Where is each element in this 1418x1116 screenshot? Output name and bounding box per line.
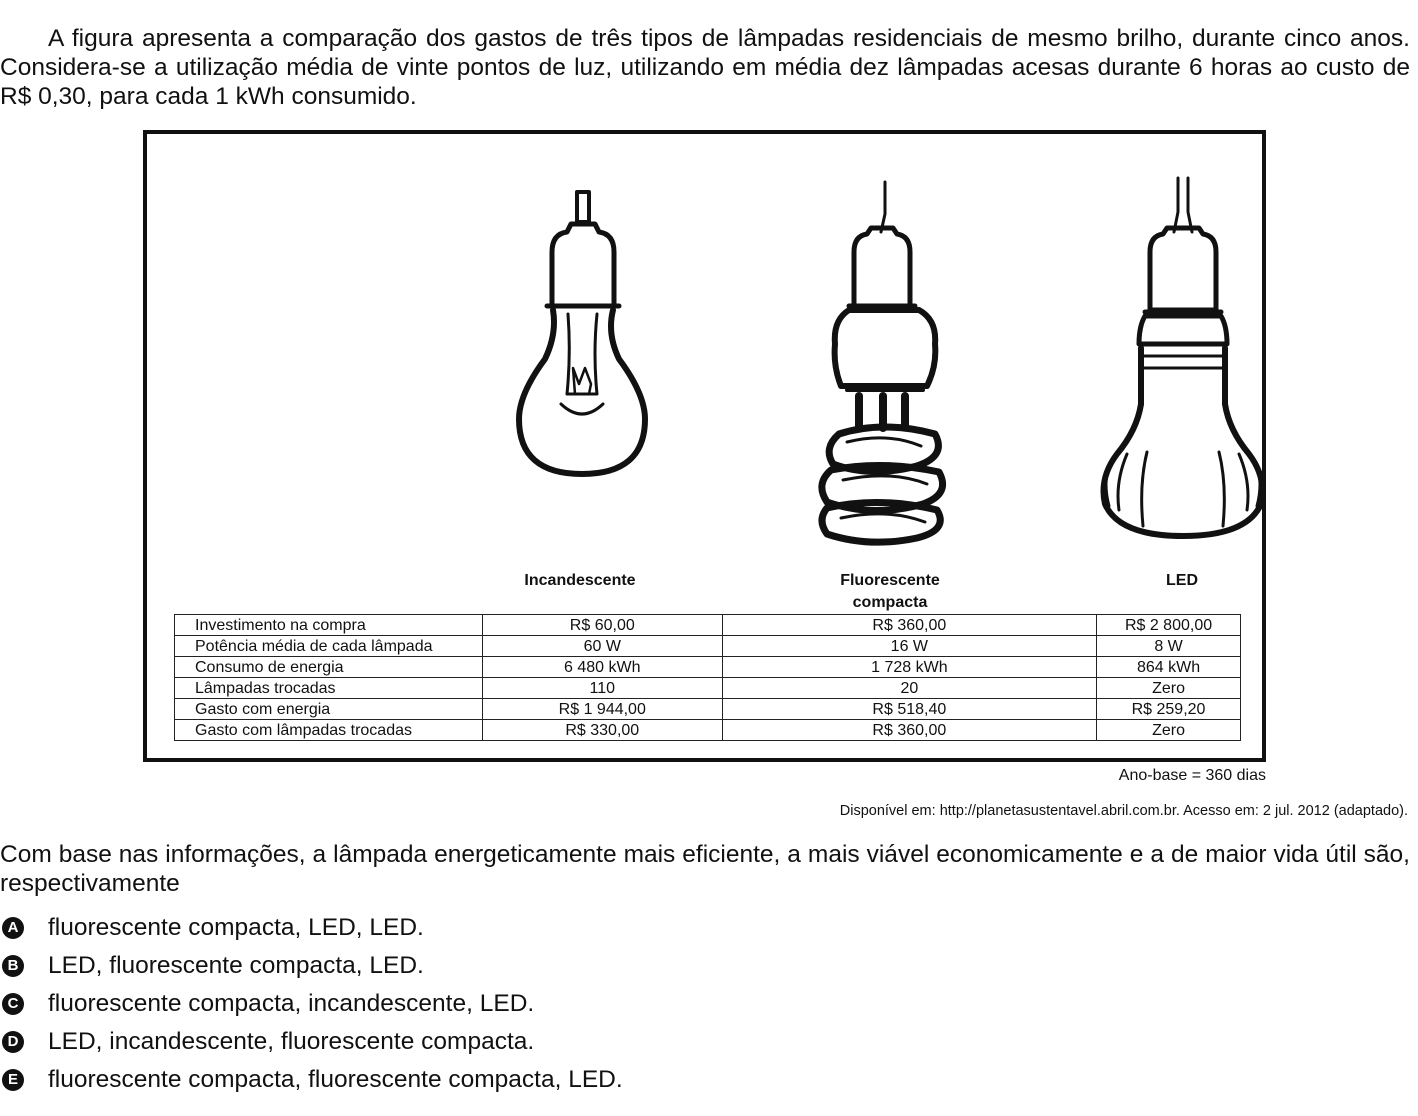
incandescent-bulb-icon bbox=[519, 192, 645, 474]
column-header-fluorescent bbox=[790, 570, 990, 614]
cell-incandescent: R$ 330,00 bbox=[482, 720, 722, 741]
cell-incandescent: R$ 60,00 bbox=[482, 615, 722, 636]
source-citation: Disponível em: http://planetasustentavel.abril.com.br. Acesso em: 2 jul. 2012 (adaptado). bbox=[839, 803, 1408, 819]
row-label: Gasto com lâmpadas trocadas bbox=[175, 720, 483, 741]
row-label: Consumo de energia bbox=[175, 657, 483, 678]
option-d-letter-icon: D bbox=[2, 1031, 24, 1053]
row-label: Lâmpadas trocadas bbox=[175, 678, 483, 699]
cell-led: R$ 2 800,00 bbox=[1097, 615, 1241, 636]
row-label: Gasto com energia bbox=[175, 699, 483, 720]
cell-fluorescent: 20 bbox=[722, 678, 1096, 699]
row-label: Investimento na compra bbox=[175, 615, 483, 636]
row-label: Potência média de cada lâmpada bbox=[175, 636, 483, 657]
cell-led: Zero bbox=[1097, 720, 1241, 741]
cell-led: 8 W bbox=[1097, 636, 1241, 657]
question-stem: Com base nas informações, a lâmpada energeticamente mais eficiente, a mais viável economicamente e a de maior vida útil são, respectivamente bbox=[0, 841, 1410, 897]
intro-paragraph: A figura apresenta a comparação dos gastos de três tipos de lâmpadas residenciais de mesmo brilho, durante cinco anos. Considera-se a utilização média de vinte pontos de luz, utilizando em média dez lâmpadas acesas durante 6 horas ao custo de R$ 0,30, para cada 1 kWh consumido. bbox=[0, 25, 1410, 110]
cell-fluorescent: 1 728 kWh bbox=[722, 657, 1096, 678]
cell-incandescent: 60 W bbox=[482, 636, 722, 657]
ano-base-note: Ano-base = 360 dias bbox=[1118, 767, 1266, 784]
option-e-text: fluorescente compacta, fluorescente compacta, LED. bbox=[48, 1066, 623, 1093]
cell-led: R$ 259,20 bbox=[1097, 699, 1241, 720]
column-header-fluorescent-line2: compacta bbox=[852, 594, 928, 611]
cell-fluorescent: 16 W bbox=[722, 636, 1096, 657]
led-bulb-icon bbox=[1104, 178, 1263, 536]
compact-fluorescent-bulb-icon bbox=[822, 182, 943, 542]
cell-fluorescent: R$ 360,00 bbox=[722, 720, 1096, 741]
cell-incandescent: 110 bbox=[482, 678, 722, 699]
option-e-letter-icon: E bbox=[2, 1069, 24, 1091]
option-a-text: fluorescente compacta, LED, LED. bbox=[48, 914, 424, 941]
column-header-led: LED bbox=[1166, 572, 1198, 589]
option-a-letter-icon: A bbox=[2, 917, 24, 939]
cell-led: Zero bbox=[1097, 678, 1241, 699]
cell-incandescent: R$ 1 944,00 bbox=[482, 699, 722, 720]
table-row bbox=[175, 615, 1241, 636]
comparison-table bbox=[174, 614, 1241, 741]
option-c-text: fluorescente compacta, incandescente, LED. bbox=[48, 990, 535, 1017]
table-row bbox=[175, 699, 1241, 720]
table-row bbox=[175, 678, 1241, 699]
option-b-letter-icon: B bbox=[2, 955, 24, 977]
table-row bbox=[175, 720, 1241, 741]
option-b-text: LED, fluorescente compacta, LED. bbox=[48, 952, 424, 979]
option-d-text: LED, incandescente, fluorescente compacta. bbox=[48, 1028, 535, 1055]
cell-fluorescent: R$ 518,40 bbox=[722, 699, 1096, 720]
cell-fluorescent: R$ 360,00 bbox=[722, 615, 1096, 636]
lamp-comparison-figure bbox=[143, 130, 1266, 762]
cell-led: 864 kWh bbox=[1097, 657, 1241, 678]
option-c-letter-icon: C bbox=[2, 993, 24, 1015]
column-header-incandescent: Incandescente bbox=[524, 572, 636, 589]
table-row bbox=[175, 636, 1241, 657]
table-row bbox=[175, 657, 1241, 678]
column-header-fluorescent-line1: Fluorescente bbox=[840, 572, 940, 589]
cell-incandescent: 6 480 kWh bbox=[482, 657, 722, 678]
